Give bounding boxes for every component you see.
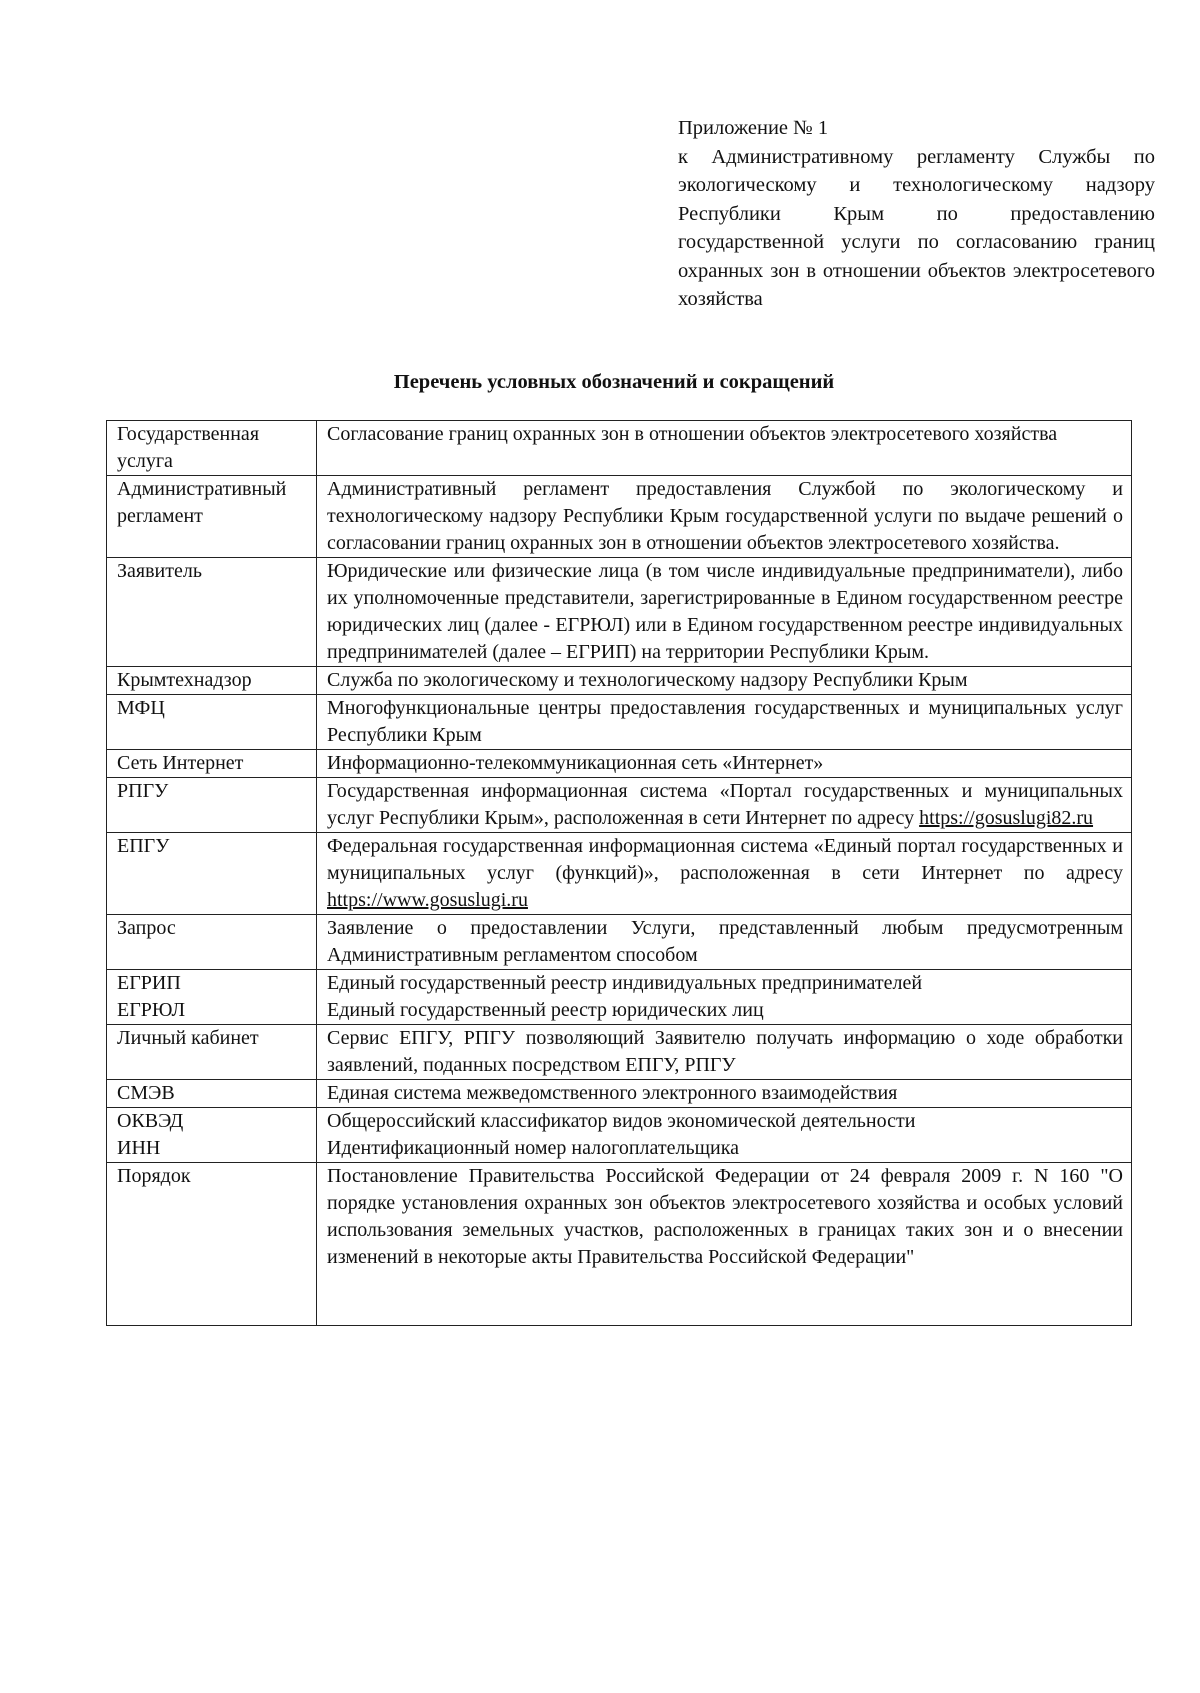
term-cell: Заявитель — [107, 558, 317, 667]
table-row — [107, 1108, 1132, 1163]
term-cell: Запрос — [107, 915, 317, 970]
term-cell: СМЭВ — [107, 1080, 317, 1108]
table-row — [107, 833, 1132, 915]
definition-cell: Многофункциональные центры предоставления государственных и муниципальных услуг Республики Крым — [317, 695, 1132, 750]
term-cell: Государственная услуга — [107, 421, 317, 476]
definition-cell: Заявление о предоставлении Услуги, представленный любым предусмотренным Административным регламентом способом — [317, 915, 1132, 970]
term-line: ИНН — [117, 1137, 161, 1159]
definition-cell — [317, 1108, 1132, 1163]
definition-line: Единый государственный реестр индивидуальных предпринимателей — [327, 972, 923, 994]
definition-cell: Согласование границ охранных зон в отношении объектов электросетевого хозяйства — [317, 421, 1132, 476]
appendix-text: к Административному регламенту Службы по экологическому и технологическому надзору Республики Крым по предоставлению государственной услуги по согласованию границ охранных зон в отношении объектов электросетевого хозяйства — [678, 145, 1155, 310]
definition-cell: Информационно-телекоммуникационная сеть «Интернет» — [317, 750, 1132, 778]
definition-cell: Административный регламент предоставления Службой по экологическому и технологическому надзору Республики Крым государственной услуги по выдаче решений о согласовании границ охранных зон в отношении объектов электросетевого хозяйства. — [317, 476, 1132, 558]
term-cell: Порядок — [107, 1163, 317, 1326]
term-cell: РПГУ — [107, 778, 317, 833]
term-cell: Крымтехнадзор — [107, 667, 317, 695]
abbreviations-table — [106, 420, 1132, 1326]
table-row — [107, 750, 1132, 778]
page-title: Перечень условных обозначений и сокращений — [393, 371, 835, 393]
definition-text: Федеральная государственная информационная система «Единый портал государственных и муниципальных услуг (функций)», расположенная в сети Интернет по адресу — [327, 835, 1123, 884]
definition-line: Общероссийский классификатор видов экономической деятельности — [327, 1110, 916, 1132]
term-cell — [107, 970, 317, 1025]
table-row — [107, 915, 1132, 970]
table-row — [107, 970, 1132, 1025]
definition-line: Идентификационный номер налогоплательщика — [327, 1137, 740, 1159]
table-row — [107, 667, 1132, 695]
table-row — [107, 778, 1132, 833]
term-cell — [107, 1108, 317, 1163]
term-line: ЕГРИП — [117, 972, 181, 994]
term-line: ЕГРЮЛ — [117, 999, 186, 1021]
portal-link[interactable]: https://gosuslugi82.ru — [919, 807, 1094, 829]
term-cell: Административный регламент — [107, 476, 317, 558]
definition-line: Единый государственный реестр юридических лиц — [327, 999, 764, 1021]
definition-cell — [317, 970, 1132, 1025]
table-row — [107, 558, 1132, 667]
appendix-header — [678, 114, 1155, 314]
table-row — [107, 1163, 1132, 1326]
definition-cell: Юридические или физические лица (в том числе индивидуальные предприниматели), либо их уполномоченные представители, зарегистрированные в Едином государственном реестре юридических лиц (далее - ЕГРЮЛ) или в Едином государственном реестре индивидуальных предпринимателей (далее – ЕГРИП) на территории Республики Крым. — [317, 558, 1132, 667]
term-line: ОКВЭД — [117, 1110, 184, 1132]
table-row — [107, 695, 1132, 750]
definition-cell: Постановление Правительства Российской Федерации от 24 февраля 2009 г. N 160 "О порядке установления охранных зон объектов электросетевого хозяйства и особых условий использования земельных участков, расположенных в границах таких зон и о внесении изменений в некоторые акты Правительства Российской Федерации" — [317, 1163, 1132, 1326]
term-cell: ЕПГУ — [107, 833, 317, 915]
table-row — [107, 476, 1132, 558]
term-cell: Сеть Интернет — [107, 750, 317, 778]
portal-link[interactable]: https://www.gosuslugi.ru — [327, 889, 528, 911]
table-row — [107, 421, 1132, 476]
definition-cell: Единая система межведомственного электронного взаимодействия — [317, 1080, 1132, 1108]
table-row — [107, 1080, 1132, 1108]
definition-cell: Сервис ЕПГУ, РПГУ позволяющий Заявителю получать информацию о ходе обработки заявлений, поданных посредством ЕПГУ, РПГУ — [317, 1025, 1132, 1080]
definition-text: Государственная информационная система «Портал государственных и муниципальных услуг Республики Крым», расположенная в сети Интернет по адресу — [327, 780, 1123, 829]
term-cell: МФЦ — [107, 695, 317, 750]
definition-cell — [317, 833, 1132, 915]
table-row — [107, 1025, 1132, 1080]
definition-cell — [317, 778, 1132, 833]
term-cell: Личный кабинет — [107, 1025, 317, 1080]
appendix-number: Приложение № 1 — [678, 117, 829, 139]
definition-cell: Служба по экологическому и технологическому надзору Республики Крым — [317, 667, 1132, 695]
